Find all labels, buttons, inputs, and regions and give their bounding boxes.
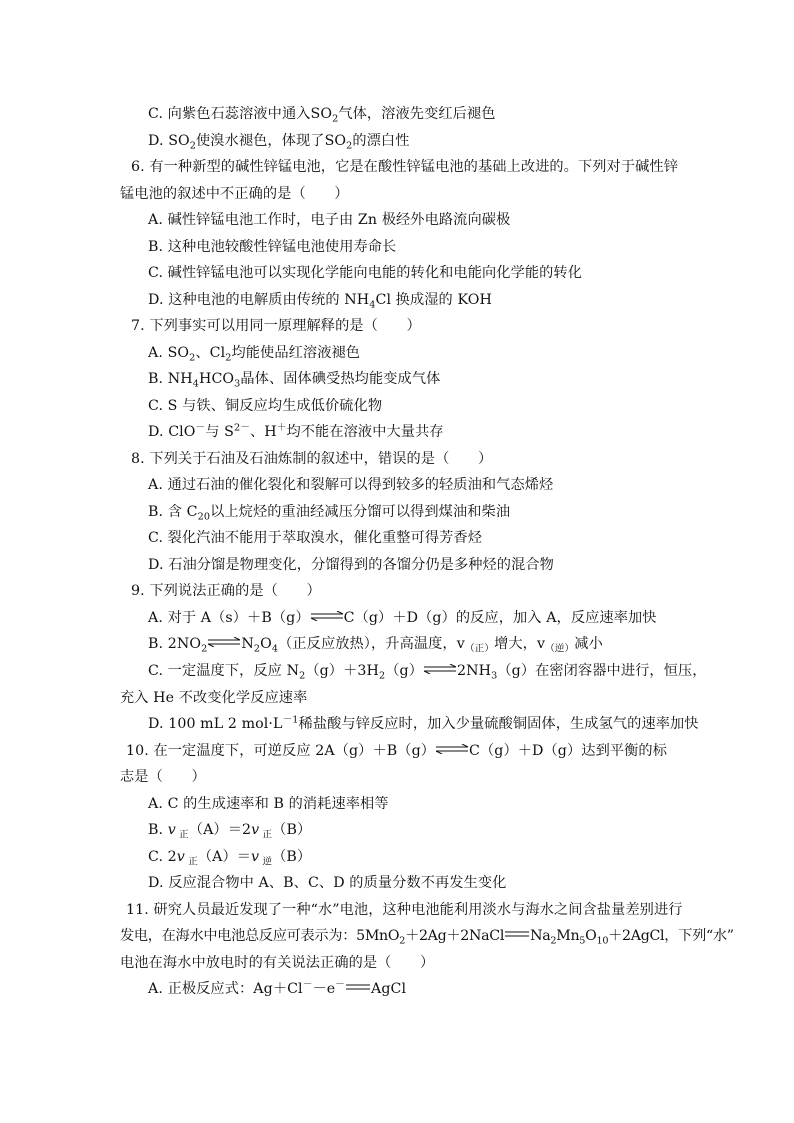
equilibrium-arrow-icon bbox=[423, 664, 457, 674]
q9-option-d: D. 100 mL 2 $mol\cdot L^{-1}$稀盐酸与锌反应时，加入少量硫酸铜固体，生成氢气的速率加快 bbox=[148, 714, 699, 732]
q9-option-c: C. 一定温度下，反应 $N_2(g)+3H_2(g)$ $2NH_3(g)$在密闭容器中进行，恒压， bbox=[148, 663, 707, 682]
q6-stem-cont: 锰电池的叙述中不正确的是（ ） bbox=[120, 186, 349, 202]
q10-option-d: D. 反应混合物中 A、B、C、D 的质量分数不再发生变化 bbox=[148, 875, 507, 891]
q9-option-c-cont: 充入 He 不改变化学反应速率 bbox=[120, 690, 308, 706]
equals-sign-icon bbox=[345, 982, 371, 992]
q11-stem-cont2: 电池在海水中放电时的有关说法正确的是（ ） bbox=[120, 955, 435, 971]
equilibrium-arrow-icon bbox=[435, 744, 469, 754]
equilibrium-arrow-icon bbox=[310, 611, 344, 621]
q8-option-c: C. 裂化汽油不能用于萃取溴水，催化重整可得芳香烃 bbox=[148, 530, 482, 546]
q5-option-c: C. 向紫色石蕊溶液中通入$SO_2$气体，溶液先变红后褪色 bbox=[148, 106, 496, 125]
q7-option-b: B. $NH_4HCO_3$晶体、固体碘受热均能变成气体 bbox=[148, 371, 441, 390]
q7-option-c: C. S 与铁、铜反应均生成低价硫化物 bbox=[148, 398, 383, 414]
q11-stem-cont: 发电，在海水中电池总反应可表示为：5MnO$_2$＋2Ag＋2NaCl $Na_2Mn_5O_{10}+2AgCl$，下列“水” bbox=[120, 928, 734, 947]
q10-option-c: C. 2v $_正$（A）＝v $_逆$（B） bbox=[148, 849, 312, 868]
q6-option-d: D. 这种电池的电解质由传统的 $NH_4Cl$ 换成湿的 KOH bbox=[148, 292, 492, 311]
q6-option-b: B. 这种电池较酸性锌锰电池使用寿命长 bbox=[148, 239, 397, 255]
q7-option-a: A. $SO_2$、$Cl_2$均能使品红溶液褪色 bbox=[148, 345, 361, 364]
q10-stem: 10. 在一定温度下，可逆反应 2A（g）＋B（g） C（g）＋D（g）达到平衡的标 bbox=[126, 743, 668, 759]
q5-option-d: D. $SO_2$使溴水褪色，体现了$SO_2$的漂白性 bbox=[148, 133, 410, 152]
q6-option-a: A. 碱性锌锰电池工作时，电子由 Zn 极经外电路流向碳极 bbox=[148, 212, 511, 228]
q6-stem: 6. 有一种新型的碱性锌锰电池，它是在酸性锌锰电池的基础上改进的。下列对于碱性锌 bbox=[131, 159, 678, 175]
q8-option-d: D. 石油分馏是物理变化，分馏得到的各馏分仍是多种烃的混合物 bbox=[148, 557, 554, 573]
q10-stem-cont: 志是（ ） bbox=[120, 769, 206, 785]
q7-option-d: D. ClO－与 $S^{2-}$、H＋均不能在溶液中大量共存 bbox=[148, 422, 444, 440]
q11-stem: 11. 研究人员最近发现了一种“水”电池，这种电池能利用淡水与海水之间含盐量差别进行 bbox=[126, 902, 683, 918]
q8-stem: 8. 下列关于石油及石油炼制的叙述中，错误的是（ ） bbox=[131, 451, 493, 467]
q9-option-a: A. 对于 A（s）＋B（g） C（g）＋D（g）的反应，加入 A，反应速率加快 bbox=[148, 610, 657, 626]
q8-option-a: A. 通过石油的催化裂化和裂解可以得到较多的轻质油和气态烯烃 bbox=[148, 477, 554, 493]
q10-option-b: B. v $_正$（A）＝2v $_正$（B） bbox=[148, 822, 312, 841]
q11-option-a: A. 正极反应式：Ag＋Cl－－e－ AgCl bbox=[148, 979, 407, 997]
equilibrium-arrow-icon bbox=[207, 637, 241, 647]
q7-stem: 7. 下列事实可以用同一原理解释的是（ ） bbox=[131, 318, 421, 334]
q10-option-a: A. C 的生成速率和 B 的消耗速率相等 bbox=[148, 796, 389, 812]
q9-option-b: B. $2NO_2$ $N_2O_4$（正反应放热），升高温度，$v_{(正)}$增大，$v_{(逆)}$减小 bbox=[148, 636, 603, 655]
equals-sign-icon bbox=[504, 929, 530, 939]
q9-stem: 9. 下列说法正确的是（ ） bbox=[131, 583, 321, 599]
q8-option-b: B. 含 $C_{20}$以上烷烃的重油经减压分馏可以得到煤油和柴油 bbox=[148, 504, 511, 523]
q6-option-c: C. 碱性锌锰电池可以实现化学能向电能的转化和电能向化学能的转化 bbox=[148, 265, 583, 281]
